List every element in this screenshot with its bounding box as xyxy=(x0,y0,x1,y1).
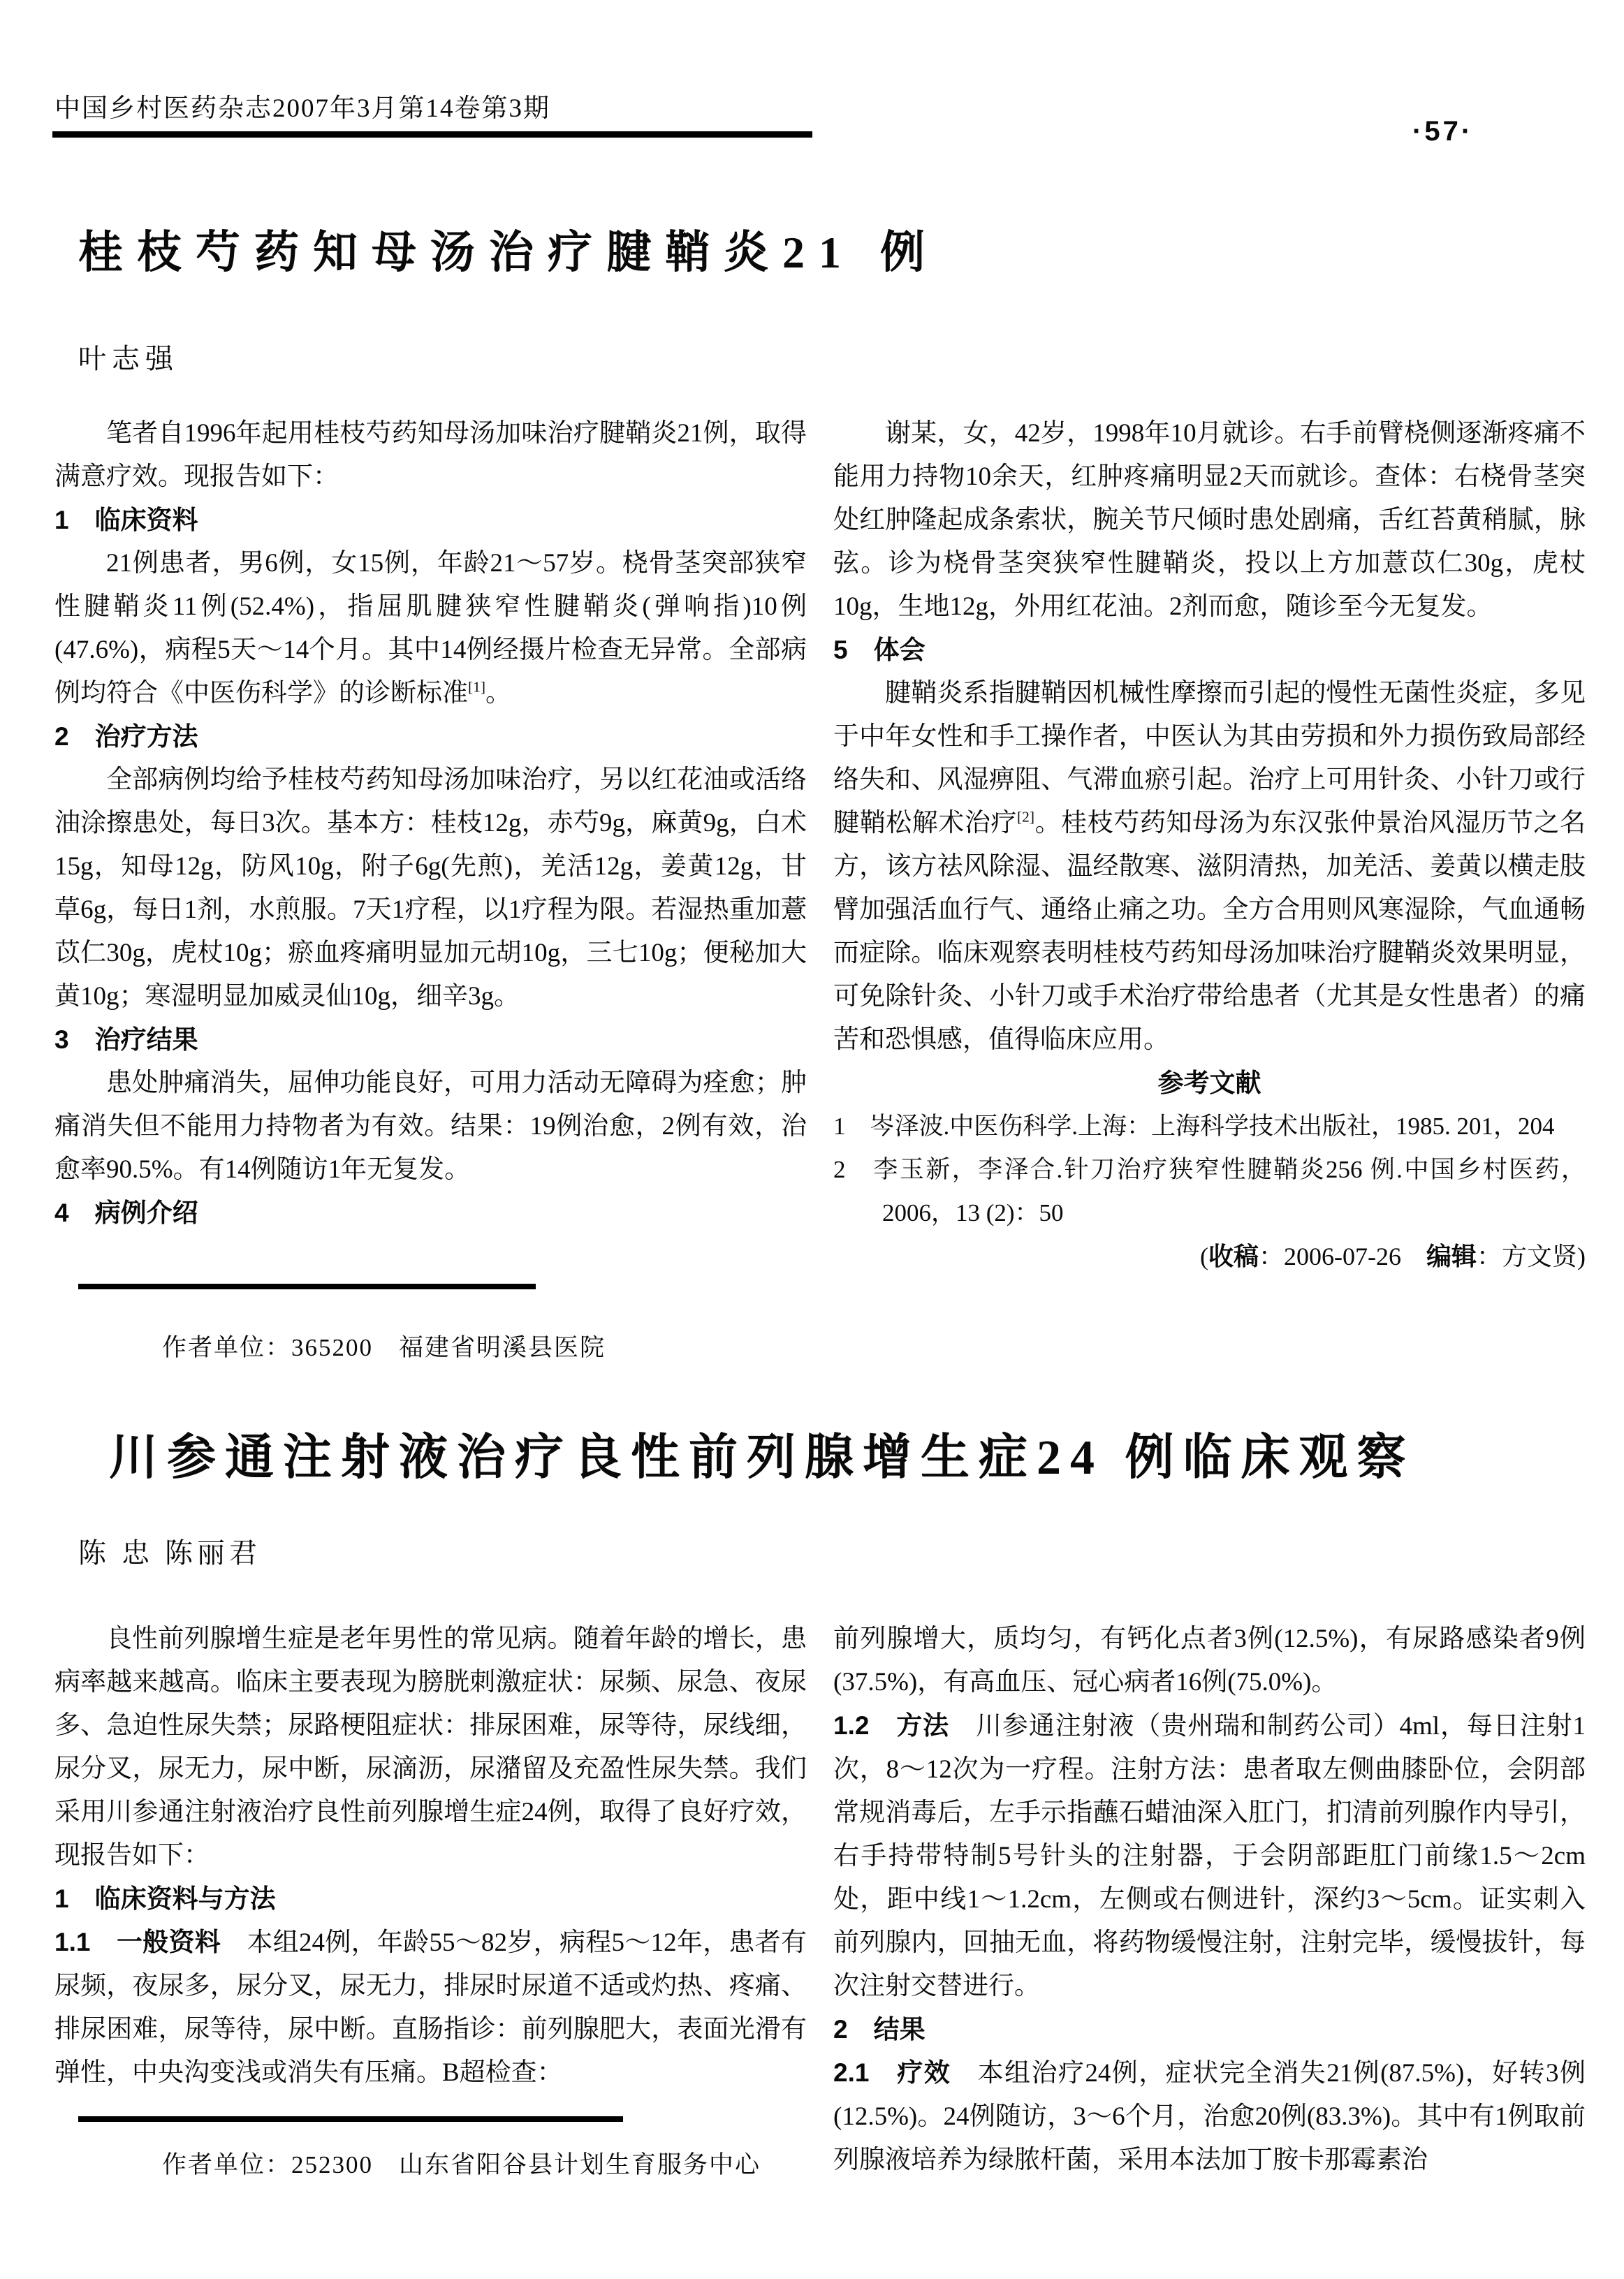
paragraph: 2 李玉新，李泽合.针刀治疗狭窄性腱鞘炎256 例.中国乡村医药，2006，13 (2)：50 xyxy=(833,1156,1586,1226)
page-number: ·57· xyxy=(1412,116,1474,147)
section-heading: 3 治疗结果 xyxy=(54,1025,198,1054)
section-heading: 4 病例介绍 xyxy=(54,1199,198,1227)
paragraph: 腱鞘炎系指腱鞘因机械性摩擦而引起的慢性无菌性炎症，多见于中年女性和手工操作者，中医认为其由劳损和外力损伤致局部经络失和、风湿痹阻、气滞血瘀引起。治疗上可用针灸、小针刀或行腱鞘松解术治疗[2]。桂枝芍药知母汤为东汉张仲景治风湿历节之名方，该方祛风除湿、温经散寒、滋阴清热，加羌活、姜黄以横走肢臂加强活血行气、通络止痛之功。全方合用则风寒湿除，气血通畅而症除。临床观察表明桂枝芍药知母汤加味治疗腱鞘炎效果明显，可免除针灸、小针刀或手术治疗带给患者（尤其是女性患者）的痛苦和恐惧感，值得临床应用。 xyxy=(833,679,1586,1054)
paragraph: 1.2 方法 川参通注射液（贵州瑞和制药公司）4ml，每日注射1次，8～12次为一疗程。注射方法：患者取左侧曲膝卧位，会阴部常规消毒后，左手示指蘸石蜡油深入肛门，扪清前列腺作内导引，右手持带特制5号针头的注射器，于会阴部距肛门前缘1.5～2cm处，距中线1～1.2cm，左侧或右侧进针，深约3～5cm。证实刺入前列腺内，回抽无血，将药物缓慢注射，注射完毕，缓慢拔针，每次注射交替进行。 xyxy=(833,1711,1586,2000)
paragraph: 参考文献 xyxy=(1157,1069,1261,1097)
journal-header-line: 中国乡村医药杂志2007年3月第14卷第3期 xyxy=(54,94,550,123)
article1-title: 桂枝芍药知母汤治疗腱鞘炎21 例 xyxy=(78,228,939,277)
paragraph: 谢某，女，42岁，1998年10月就诊。右手前臂桡侧逐渐疼痛不能用力持物10余天，红肿疼痛明显2天而就诊。查体：右桡骨茎突处红肿隆起成条索状，腕关节尺倾时患处剧痛，舌红苔黄稍腻，脉弦。诊为桡骨茎突狭窄性腱鞘炎，投以上方加薏苡仁30g，虎杖10g，生地12g，外用红花油。2剂而愈，随诊至今无复发。 xyxy=(833,419,1586,621)
article1-body xyxy=(54,412,1586,1278)
paragraph: 良性前列腺增生症是老年男性的常见病。随着年龄的增长，患病率越来越高。临床主要表现为膀胱刺激症状：尿频、尿急、夜尿多、急迫性尿失禁；尿路梗阻症状：排尿困难，尿等待，尿线细，尿分叉，尿无力，尿中断，尿滴沥，尿潴留及充盈性尿失禁。我们采用川参通注射液治疗良性前列腺增生症24例，取得了良好疗效，现报告如下： xyxy=(54,1625,807,1870)
section-heading: 1 临床资料 xyxy=(54,506,198,534)
section-heading: 2 治疗方法 xyxy=(54,722,198,751)
section-heading: 5 体会 xyxy=(833,636,926,664)
header-rule xyxy=(52,131,812,138)
paragraph: 21例患者，男6例，女15例，年龄21～57岁。桡骨茎突部狭窄性腱鞘炎11例(52.4%)，指屈肌腱狭窄性腱鞘炎(弹响指)10例(47.6%)，病程5天～14个月。其中14例经摄片检查无异常。全部病例均符合《中医伤科学》的诊断标准[1]。 xyxy=(54,549,807,708)
paragraph: (收稿：2006-07-26 编辑：方文贤) xyxy=(1199,1242,1586,1270)
paragraph: 笔者自1996年起用桂枝芍药知母汤加味治疗腱鞘炎21例，取得满意疗效。现报告如下： xyxy=(54,419,807,491)
article2-author-affiliation: 作者单位：252300 山东省阳谷县计划生育服务中心 xyxy=(162,2151,761,2178)
paragraph: 2.1 疗效 本组治疗24例，症状完全消失21例(87.5%)，好转3例(12.5%)。24例随访，3～6个月，治愈20例(83.3%)。其中有1例取前列腺液培养为绿脓杆菌，采用本法加丁胺卡那霉素治 xyxy=(833,2058,1586,2174)
article1-left-column xyxy=(54,412,807,1278)
article1-footnote-rule xyxy=(78,1284,536,1289)
article2-right-column xyxy=(833,1618,1586,2182)
article2-left-column xyxy=(54,1618,807,2182)
article2-body xyxy=(54,1618,1586,2182)
paragraph: 患处肿痛消失，屈伸功能良好，可用力活动无障碍为痊愈；肿痛消失但不能用力持物者为有效。结果：19例治愈，2例有效，治愈率90.5%。有14例随访1年无复发。 xyxy=(54,1069,807,1184)
paragraph: 全部病例均给予桂枝芍药知母汤加味治疗，另以红花油或活络油涂擦患处，每日3次。基本方：桂枝12g，赤芍9g，麻黄9g，白术15g，知母12g，防风10g，附子6g(先煎)，羌活12g，姜黄12g，甘草6g，每日1剂，水煎服。7天1疗程，以1疗程为限。若湿热重加薏苡仁30g，虎杖10g；瘀血疼痛明显加元胡10g，三七10g；便秘加大黄10g；寒湿明显加威灵仙10g，细辛3g。 xyxy=(54,765,807,1011)
article1-author: 叶志强 xyxy=(78,343,179,374)
section-heading: 2 结果 xyxy=(833,2015,926,2044)
article2-footnote-rule xyxy=(78,2116,623,2122)
article2-author: 陈 忠 陈丽君 xyxy=(78,1537,261,1569)
paragraph: 1 岑泽波.中医伤科学.上海：上海科学技术出版社，1985. 201，204 xyxy=(833,1113,1555,1140)
article1-right-column xyxy=(833,412,1586,1278)
article1-author-affiliation: 作者单位：365200 福建省明溪县医院 xyxy=(162,1334,606,1361)
paragraph: 1.1 一般资料 本组24例，年龄55～82岁，病程5～12年，患者有尿频，夜尿多，尿分叉，尿无力，排尿时尿道不适或灼热、疼痛、排尿困难，尿等待，尿中断。直肠指诊：前列腺肥大，表面光滑有弹性，中央沟变浅或消失有压痛。B超检查： xyxy=(54,1928,807,2087)
section-heading: 1 临床资料与方法 xyxy=(54,1884,276,1913)
paragraph: 前列腺增大，质均匀，有钙化点者3例(12.5%)，有尿路感染者9例(37.5%)，有高血压、冠心病者16例(75.0%)。 xyxy=(833,1625,1586,1697)
article2-title: 川参通注射液治疗良性前列腺增生症24 例临床观察 xyxy=(109,1431,1415,1485)
reference-superscript: [1] xyxy=(468,678,486,696)
reference-superscript: [2] xyxy=(1017,808,1035,826)
